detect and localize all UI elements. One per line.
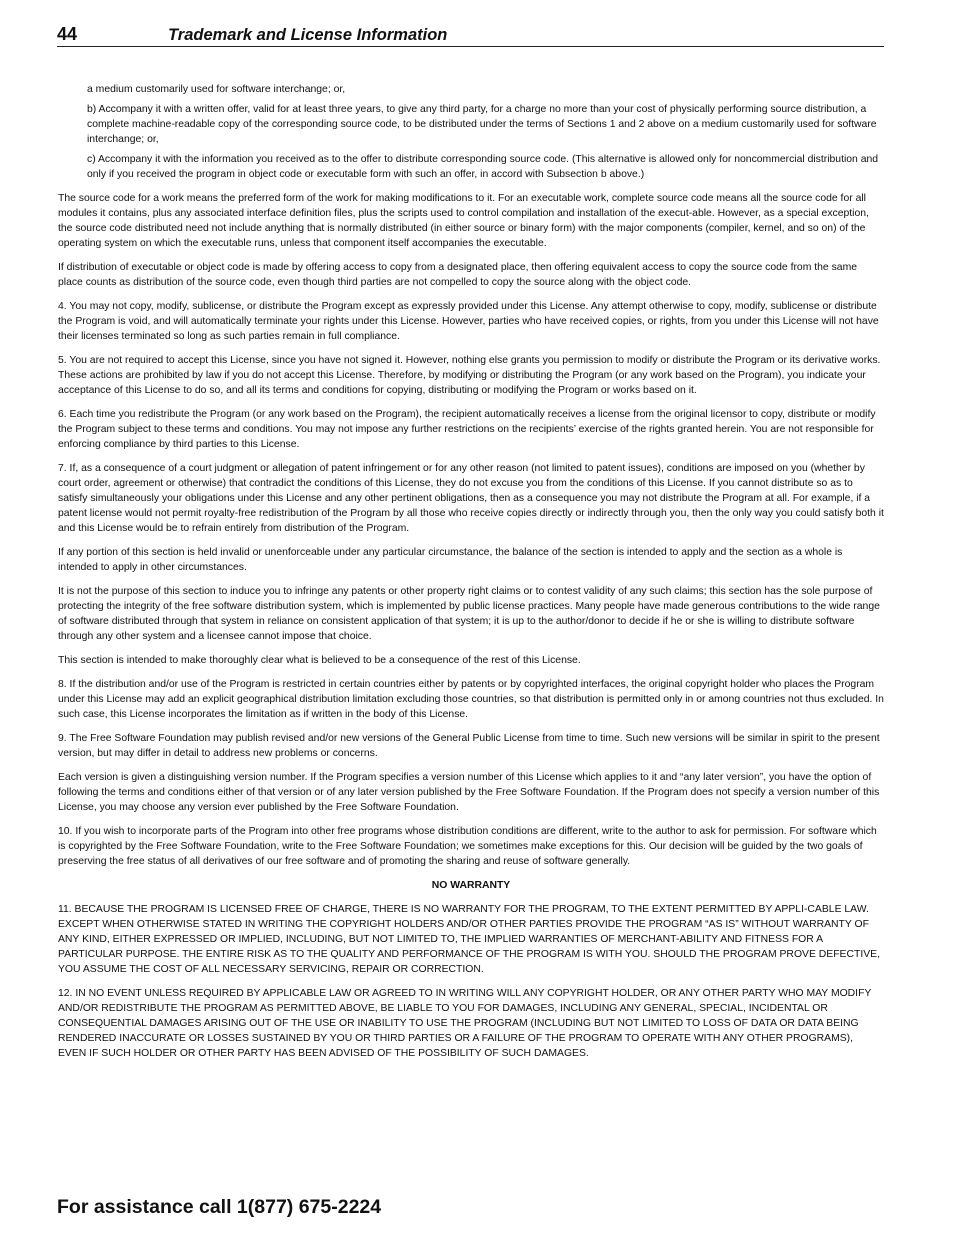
section-title: Trademark and License Information — [168, 26, 448, 44]
paragraph-section-7: 7. If, as a consequence of a court judgment or allegation of patent infringement or for any other reason (not limited to patent issues), conditions are imposed on you (whether by court order, agreement or otherwise) that contradict the conditions of this License, they do not excuse you from the conditions of this License. If you cannot distribute so as to satisfy simultaneously your obligations under this License and any other pertinent obligations, then as a consequence you may not distribute the Program at all. For example, if a patent license would not permit royalty-free redistribution of the Program by all those who receive copies directly or indirectly through you, then the only way you could satisfy both it and this License would be to refrain entirely from distribution of the Program. — [58, 463, 884, 534]
paragraph-section-4: 4. You may not copy, modify, sublicense, or distribute the Program except as expressly provided under this License. Any attempt otherwise to copy, modify, sublicense or distribute the Program is void, and will automatically terminate your rights under this License. However, parties who have received copies, or rights, from you under this License will not have their licenses terminated so long as such parties remain in full compliance. — [58, 301, 879, 342]
paragraph-section-5: 5. You are not required to accept this License, since you have not signed it. However, nothing else grants you permission to modify or distribute the Program or its derivative works. These actions are prohibited by law if you do not accept this License. Therefore, by modifying or distributing the Program (or any work based on the Program), you indicate your acceptance of this License to do so, and all its terms and conditions for copying, distributing or modifying the Program or works based on it. — [58, 355, 881, 396]
license-text — [58, 82, 884, 1070]
paragraph-section-9: 9. The Free Software Foundation may publish revised and/or new versions of the General Public License from time to time. Such new versions will be similar in spirit to the present version, but may differ in detail to address new problems or concerns. — [58, 733, 880, 759]
paragraph-section-8: 8. If the distribution and/or use of the Program is restricted in certain countries either by patents or by copyrighted interfaces, the original copyright holder who places the Program under this License may add an explicit geographical distribution limitation excluding those countries, so that distribution is permitted only in or among countries not thus excluded. In such case, this License incorporates the limitation as if written in the body of this License. — [58, 679, 884, 720]
paragraph-section-intent: This section is intended to make thoroughly clear what is believed to be a consequence of the rest of this License. — [58, 655, 581, 666]
paragraph-clause-c: c) Accompany it with the information you received as to the offer to distribute corresponding source code. (This alternative is allowed only for noncommercial distribution and only if you received the program in object code or executable form with such an offer, in accord with Subsection b above.) — [87, 154, 879, 180]
assistance-footer: For assistance call 1(877) 675-2224 — [57, 1196, 382, 1218]
no-warranty-heading: NO WARRANTY — [431, 880, 511, 891]
page-header — [57, 22, 884, 47]
paragraph-version-number: Each version is given a distinguishing version number. If the Program specifies a version number of this License which applies to it and “any later version”, you have the option of following the terms and conditions either of that version or of any later version published by the Free Software Foundation. If the Program does not specify a version number of this License, you may choose any version ever published by the Free Software Foundation. — [58, 772, 880, 813]
paragraph-section-11: 11. BECAUSE THE PROGRAM IS LICENSED FREE OF CHARGE, THERE IS NO WARRANTY FOR THE PROGRAM, TO THE EXTENT PERMITTED BY APPLI-CABLE LAW. EXCEPT WHEN OTHERWISE STATED IN WRITING THE COPYRIGHT HOLDERS AND/OR OTHER PARTIES PROVIDE THE PROGRAM “AS IS” WITHOUT WARRANTY OF ANY KIND, EITHER EXPRESSED OR IMPLIED, INCLUDING, BUT NOT LIMITED TO, THE IMPLIED WARRANTIES OF MERCHANT-ABILITY AND FITNESS FOR A PARTICULAR PURPOSE. THE ENTIRE RISK AS TO THE QUALITY AND PERFORMANCE OF THE PROGRAM IS WITH YOU. SHOULD THE PROGRAM PROVE DEFECTIVE, YOU ASSUME THE COST OF ALL NECESSARY SERVICING, REPAIR OR CORRECTION. — [58, 904, 880, 975]
paragraph-purpose: It is not the purpose of this section to induce you to infringe any patents or other property right claims or to contest validity of any such claims; this section has the sole purpose of protecting the integrity of the free software distribution system, which is implemented by public license practices. Many people have made generous contributions to the wide range of software distributed through that system in reliance on consistent application of that system; it is up to the author/donor to decide if he or she is willing to distribute software through any other system and a licensee cannot impose that choice. — [58, 586, 880, 642]
paragraph-source-code-definition: The source code for a work means the preferred form of the work for making modifications to it. For an executable work, complete source code means all the source code for all modules it contains, plus any associated interface definition files, plus the scripts used to control compilation and installation of the execut-able. However, as a special exception, the source code distributed need not include anything that is normally distributed (in either source or binary form) with the major components (compiler, kernel, and so on) of the operating system on which the executable runs, unless that component itself accompanies the executable. — [58, 193, 869, 249]
paragraph-section-12: 12. IN NO EVENT UNLESS REQUIRED BY APPLICABLE LAW OR AGREED TO IN WRITING WILL ANY COPYRIGHT HOLDER, OR ANY OTHER PARTY WHO MAY MODIFY AND/OR REDISTRIBUTE THE PROGRAM AS PERMITTED ABOVE, BE LIABLE TO YOU FOR DAMAGES, INCLUDING ANY GENERAL, SPECIAL, INCIDENTAL OR CONSEQUENTIAL DAMAGES ARISING OUT OF THE USE OR INABILITY TO USE THE PROGRAM (INCLUDING BUT NOT LIMITED TO LOSS OF DATA OR DATA BEING RENDERED INACCURATE OR LOSSES SUSTAINED BY YOU OR THIRD PARTIES OR A FAILURE OF THE PROGRAM TO OPERATE WITH ANY OTHER PROGRAMS), EVEN IF SUCH HOLDER OR OTHER PARTY HAS BEEN ADVISED OF THE POSSIBILITY OF SUCH DAMAGES. — [58, 988, 872, 1059]
paragraph-medium-interchange: a medium customarily used for software interchange; or, — [87, 84, 346, 95]
paragraph-section-6: 6. Each time you redistribute the Program (or any work based on the Program), the recipient automatically receives a license from the original licensor to copy, distribute or modify the Program subject to these terms and conditions. You may not impose any further restrictions on the recipients’ exercise of the rights granted herein. You are not responsible for enforcing compliance by third parties to this License. — [58, 409, 876, 450]
paragraph-designated-place: If distribution of executable or object code is made by offering access to copy from a designated place, then offering equivalent access to copy the source code from the same place counts as distribution of the source code, even though third parties are not compelled to copy the source along with the object code. — [58, 262, 857, 288]
paragraph-invalid-portion: If any portion of this section is held invalid or unenforceable under any particular circumstance, the balance of the section is intended to apply and the section as a whole is intended to apply in other circumstances. — [58, 547, 843, 573]
paragraph-section-10: 10. If you wish to incorporate parts of the Program into other free programs whose distribution conditions are different, write to the author to ask for permission. For software which is copyrighted by the Free Software Foundation, write to the Free Software Foundation; we sometimes make exceptions for this. Our decision will be guided by the two goals of preserving the free status of all derivatives of our free software and of promoting the sharing and reuse of software generally. — [58, 826, 877, 867]
paragraph-clause-b: b) Accompany it with a written offer, valid for at least three years, to give any third party, for a charge no more than your cost of physically performing source distribution, a complete machine-readable copy of the corresponding source code, to be distributed under the terms of Sections 1 and 2 above on a medium customarily used for software interchange; or, — [87, 104, 877, 145]
page-number: 44 — [57, 24, 78, 44]
